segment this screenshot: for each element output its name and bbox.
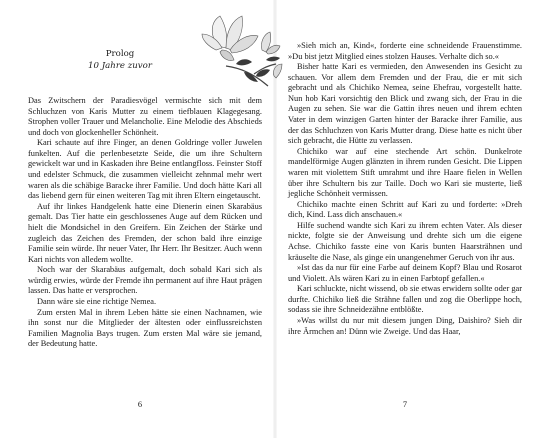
- paragraph: »Was willst du nur mit diesem jungen Ding, Daishiro? Sieh dir ihre Ärmchen an! Dünn wie Zweige. Und das Haar,: [288, 316, 522, 336]
- paragraph: Kari schaute auf ihre Finger, an denen Goldringe voller Juwelen funkelten. Auf die perlenbesetzte Seide, die um ihre Schultern gewickelt war und in Kaskaden ihre Beine entlangfloss. Feinster Stoff und edelster Schmuck, die zusammen vielleicht zehnmal mehr wert waren als die schäbige Baracke ihrer Familie. Und doch hätte Kari all das liebend gern für einen weiteren Tag mit ihren Eltern eingetauscht.: [28, 138, 262, 201]
- right-page-text: [288, 41, 522, 337]
- paragraph: Hilfe suchend wandte sich Kari zu ihrem echten Vater. Als dieser nickte, folgte sie der Anweisung und drehte sich um die eigene Achse. Chichiko fasste eine von Karis bunten Haarsträhnen und kräuselte die Nase, als ginge ein unangenehmer Geruch von ihr aus.: [288, 220, 522, 262]
- paragraph: Dann wäre sie eine richtige Nemea.: [37, 296, 157, 306]
- paragraph: Auf ihr linkes Handgelenk hatte eine Dienerin einen Skarabäus gemalt. Das Tier hatte ein geschlossenes Auge auf dem Rücken und hielt die Mondsichel in den Greifern. Ein Zeichen der Stärke und zugleich das Zeichen des Fremden, der schon bald ihre einzige Familie sein würde. Ihr neuer Vater, Ihr Herr. Ihr Besitzer. Auch wenn Kari nichts von alledem wollte.: [28, 201, 262, 264]
- paragraph: »Sieh mich an, Kind«, forderte eine schneidende Frauenstimme. »Du bist jetzt Mitglied eines stolzen Hauses. Verhalte dich so.«: [288, 41, 522, 61]
- paragraph: Chichiko war auf eine stechende Art schön. Dunkelrote mandelförmige Augen glänzten in ihrem runden Gesicht. Die Lippen waren mit violettem Stift umrahmt und ihre Haare fielen in Wellen über ihre Schultern bis zur Taille. Doch wo Kari sie musterte, ließ jegliche Schönheit vermissen.: [288, 146, 522, 199]
- chapter-heading: [60, 48, 180, 72]
- paragraph: Noch war der Skarabäus aufgemalt, doch sobald Kari sich als würdig erwies, würde der Fremde ihn permanent auf ihre Haut prägen lassen. Das hatte er versprochen.: [28, 265, 262, 296]
- paragraph: Kari schluckte, nicht wissend, ob sie etwas erwidern sollte oder gar durfte. Chichiko ließ die Strähne fallen und zog die Oberlippe hoch, sodass sie ihre Schneidezähne entblößte.: [288, 284, 522, 315]
- paragraph: Bisher hatte Kari es vermieden, den Anwesenden ins Gesicht zu schauen. Vor allem dem Fremden und der Frau, die er mit sich gebracht und als Chichiko Nemea, seine Ehefrau, vorgestellt hatte. Nun hob Kari vorsichtig den Blick und zwang sich, der Frau in die Augen zu sehen. Sie war die Gattin ihres neuen und ihrem echten Vater in dem winzigen Garten hinter der Baracke ihrer Familie, aus der das Schluchzen von Karis Mutter drang. Diese hatte es nicht über sich gebracht, die Hütte zu verlassen.: [288, 62, 522, 146]
- paragraph: Chichiko machte einen Schritt auf Kari zu und forderte: »Dreh dich, Kind. Lass dich anschauen.«: [288, 199, 522, 220]
- paragraph: Zum ersten Mal in ihrem Leben hätte sie einen Nachnamen, wie ihn sonst nur die Mitglieder der ältesten oder einflussreichsten Familien Magnolia Bays trugen. Zum ersten Mal wäre sie jemand, der Bedeutung hatte.: [28, 307, 262, 349]
- chapter-title: Prolog: [105, 49, 135, 59]
- page-number-right: 7: [402, 400, 408, 409]
- magnolia-flower-icon: [196, 6, 290, 94]
- page-number-left: 6: [137, 400, 143, 409]
- paragraph: Das Zwitschern der Paradiesvögel vermischte sich mit dem Schluchzen von Karis Mutter zu einem tiefblauen Klagegesang. Strophen voller Trauer und Melancholie. Eine Melodie des Abschieds und doch von glockenheller Schönheit.: [28, 96, 262, 137]
- paragraph: »Ist das da nur für eine Farbe auf deinem Kopf? Blau und Rosarot und Violett. Als wären Kari zu in einen Farbtopf gefallen.«: [288, 263, 522, 283]
- left-page-text: [28, 96, 262, 350]
- right-page: [275, 0, 550, 438]
- chapter-subtitle: 10 Jahre zuvor: [88, 61, 152, 71]
